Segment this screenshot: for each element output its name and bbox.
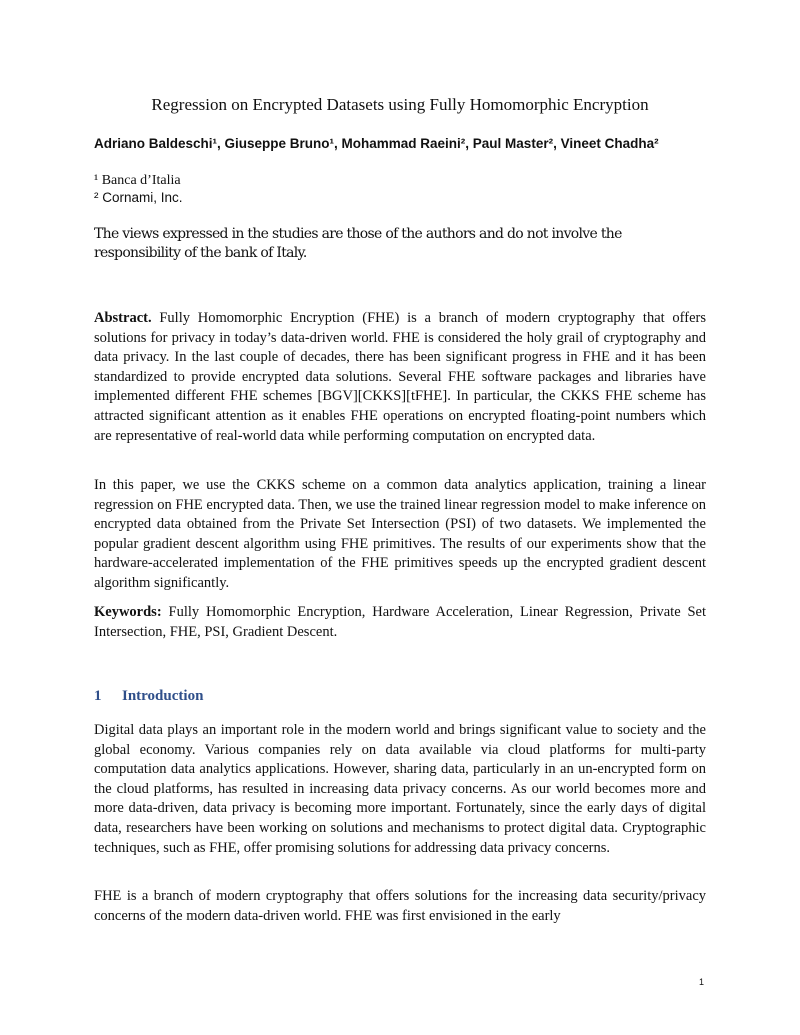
- keywords-label: Keywords:: [94, 604, 162, 620]
- abstract-text: Fully Homomorphic Encryption (FHE) is a branch of modern cryptography that offers solutions for privacy in today’s data-driven world. FHE is considered the holy grail of cryptography and data privacy. In the last couple of decades, there has been significant progress in FHE and it has been standardized to provide encrypted data solutions. Several FHE software packages and libraries have implemented different FHE schemes [BGV][CKKS][tFHE]. In particular, the CKKS FHE scheme has attracted significant attention as it enables FHE operations on encrypted floating-point numbers which are representative of real-world data while performing computation on encrypted data.: [94, 310, 706, 444]
- keywords-paragraph: [94, 603, 706, 642]
- page-number: 1: [699, 977, 705, 987]
- disclaimer-note: The views expressed in the studies are those of the authors and do not involve the responsibility of the bank of Italy.: [94, 226, 622, 261]
- keywords-text: Fully Homomorphic Encryption, Hardware Acceleration, Linear Regression, Private Set Intersection, FHE, PSI, Gradient Descent.: [94, 604, 707, 640]
- section-title: Introduction: [122, 688, 204, 704]
- section-heading-introduction: [94, 687, 203, 706]
- abstract-paragraph: [94, 309, 706, 446]
- abstract-paragraph-2: In this paper, we use the CKKS scheme on a common data analytics application, training a linear regression on FHE encrypted data. Then, we use the trained linear regression model to make inference on encrypted data obtained from the Private Set Intersection (PSI) of two datasets. We implemented the popular gradient descent algorithm using FHE primitives. The results of our experiments show that the hardware-accelerated implementation of the FHE primitives speeds up the encrypted gradient descent algorithm significantly.: [94, 477, 706, 591]
- abstract-label: Abstract.: [94, 310, 152, 326]
- section-number: 1: [94, 688, 102, 704]
- intro-paragraph-1: Digital data plays an important role in the modern world and brings significant value to society and the global economy. Various companies rely on data available via cloud platforms for multi-party computation data analytics applications. However, sharing data, particularly in an un-encrypted form on the cloud platforms, has resulted in increasing data privacy concerns. As our world becomes more and more data-driven, data privacy is becoming more important. Fortunately, since the early days of digital data, researchers have been working on solutions and mechanisms to protect digital data. Cryptographic techniques, such as FHE, offer promising solutions for addressing data privacy concerns.: [94, 722, 706, 856]
- affiliations: [94, 172, 714, 206]
- affiliation-cornami: ² Cornami, Inc.: [94, 190, 183, 205]
- affiliation-banca-italia: ¹ Banca d’Italia: [94, 173, 181, 188]
- intro-paragraph-2: FHE is a branch of modern cryptography that offers solutions for the increasing data security/privacy concerns of the modern data-driven world. FHE was first envisioned in the early: [94, 888, 706, 924]
- paper-title: Regression on Encrypted Datasets using Fully Homomorphic Encryption: [151, 95, 649, 114]
- author-list: Adriano Baldeschi¹, Giuseppe Bruno¹, Mohammad Raeini², Paul Master², Vineet Chadha²: [94, 136, 659, 151]
